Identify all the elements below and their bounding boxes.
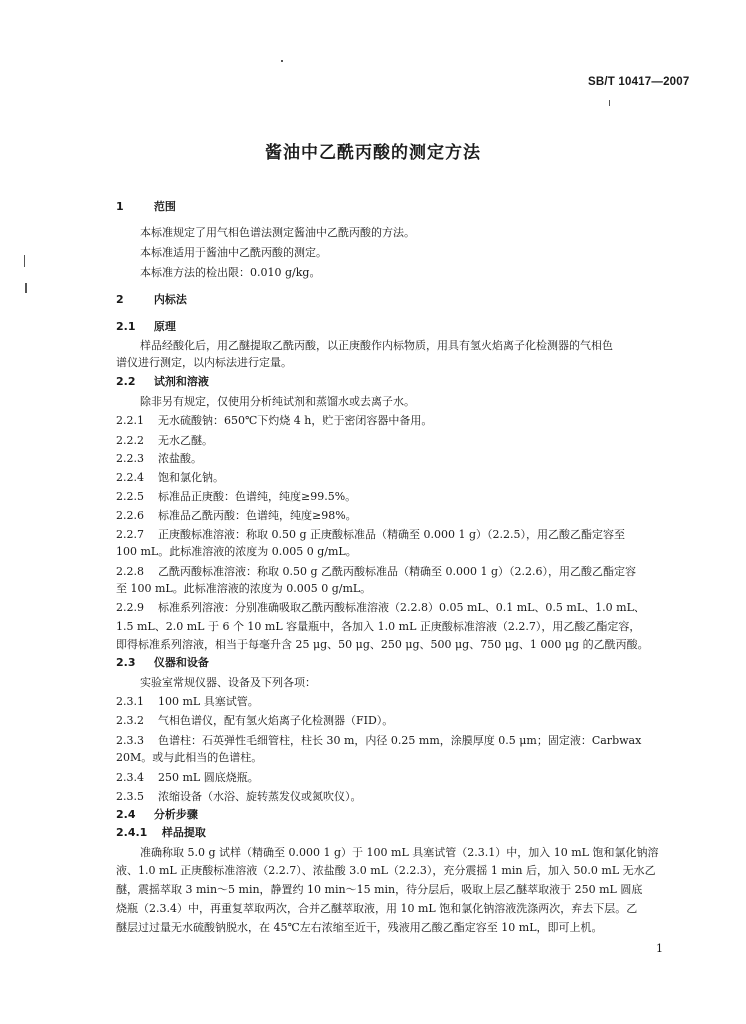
page-number: 1 <box>656 942 663 955</box>
scan-mark <box>24 255 25 267</box>
item-number: 2.2.3 <box>116 452 144 465</box>
section-number: 2.1 <box>116 320 136 333</box>
section-number: 2.4.1 <box>116 826 148 839</box>
section-title: 范围 <box>153 200 176 213</box>
item-number: 2.2.4 <box>116 471 144 484</box>
list-item-2-2-1 <box>116 414 432 428</box>
item-text: 标准品乙酰丙酸：色谱纯，纯度≥98%。 <box>158 509 357 522</box>
item-text: 气相色谱仪，配有氢火焰离子化检测器（FID）。 <box>158 714 394 727</box>
list-item-2-2-8 <box>116 565 636 579</box>
page-title: 酱油中乙酰丙酸的测定方法 <box>265 143 481 163</box>
item-text: 正庚酸标准溶液：称取 0.50 g 正庚酸标准品（精确至 0.000 1 g）（2.2.5），用乙酸乙酯定容至 <box>158 528 626 541</box>
item-number: 2.3.3 <box>116 734 144 747</box>
item-text: 标准系列溶液：分别准确吸取乙酰丙酸标准溶液（2.2.8）0.05 mL、0.1 mL、0.5 mL、1.0 mL、 <box>158 601 645 614</box>
paragraph: 醚层过过量无水硫酸钠脱水，在 45℃左右浓缩至近干，残液用乙酸乙酯定容至 10 mL，即可上机。 <box>116 921 603 934</box>
list-item-2-3-1 <box>116 695 259 709</box>
item-number: 2.2.6 <box>116 509 144 522</box>
item-text: 浓缩设备（水浴、旋转蒸发仪或氮吹仪）。 <box>158 790 362 803</box>
section-number: 2.2 <box>116 375 136 388</box>
scan-mark <box>281 60 283 62</box>
list-item-2-2-7 <box>116 528 625 542</box>
item-number: 2.2.8 <box>116 565 144 578</box>
item-number: 2.3.4 <box>116 771 144 784</box>
section-heading-2-4 <box>116 808 198 822</box>
list-item-2-2-9 <box>116 601 645 615</box>
paragraph: 20M。或与此相当的色谱柱。 <box>116 751 263 764</box>
paragraph: 即得标准系列溶液，相当于每毫升含 25 μg、50 μg、250 μg、500 μg、750 μg、1 000 μg 的乙酰丙酸。 <box>116 638 649 651</box>
list-item-2-3-4 <box>116 771 259 785</box>
paragraph: 至 100 mL。此标准溶液的浓度为 0.005 0 g/mL。 <box>116 582 372 595</box>
item-number: 2.2.2 <box>116 434 144 447</box>
item-text: 饱和氯化钠。 <box>158 471 224 484</box>
section-title: 分析步骤 <box>153 808 198 821</box>
list-item-2-3-5 <box>116 790 362 804</box>
paragraph: 本标准规定了用气相色谱法测定酱油中乙酰丙酸的方法。 <box>140 226 415 239</box>
paragraph: 除非另有规定，仅使用分析纯试剂和蒸馏水或去离子水。 <box>140 395 415 408</box>
section-heading-2 <box>116 293 187 307</box>
section-number: 1 <box>116 200 124 213</box>
item-number: 2.2.9 <box>116 601 144 614</box>
item-number: 2.2.5 <box>116 490 144 503</box>
item-number: 2.3.1 <box>116 695 144 708</box>
section-heading-2-2 <box>116 375 209 389</box>
item-number: 2.2.1 <box>116 414 144 427</box>
section-number: 2 <box>116 293 124 306</box>
paragraph: 液、1.0 mL 正庚酸标准溶液（2.2.7）、浓盐酸 3.0 mL（2.2.3），充分震摇 1 min 后，加入 50.0 mL 无水乙 <box>116 864 656 877</box>
section-title: 试剂和溶液 <box>153 375 209 388</box>
scan-mark <box>25 283 27 293</box>
paragraph: 1.5 mL、2.0 mL 于 6 个 10 mL 容量瓶中，各加入 1.0 mL 正庚酸标准溶液（2.2.7），用乙酸乙酯定容， <box>116 620 641 633</box>
item-text: 色谱柱：石英弹性毛细管柱，柱长 30 m，内径 0.25 mm，涂膜厚度 0.5 μm；固定液：Carbwax <box>158 734 642 747</box>
scan-mark <box>609 100 610 106</box>
list-item-2-2-2 <box>116 434 213 448</box>
paragraph: 谱仪进行测定，以内标法进行定量。 <box>116 356 292 369</box>
item-text: 无水硫酸钠：650℃下灼烧 4 h，贮于密闭容器中备用。 <box>158 414 433 427</box>
list-item-2-2-6 <box>116 509 357 523</box>
section-title: 样品提取 <box>161 826 206 839</box>
standard-number: SB/T 10417—2007 <box>588 76 690 88</box>
paragraph: 100 mL。此标准溶液的浓度为 0.005 0 g/mL。 <box>116 545 357 558</box>
item-text: 标准品正庚酸：色谱纯，纯度≥99.5%。 <box>158 490 357 503</box>
item-text: 浓盐酸。 <box>158 452 202 465</box>
paragraph: 样品经酸化后，用乙醚提取乙酰丙酸，以正庚酸作内标物质，用具有氢火焰离子化检测器的气相色 <box>140 339 613 352</box>
list-item-2-2-4 <box>116 471 224 485</box>
paragraph: 醚，震摇萃取 3 min～5 min，静置约 10 min～15 min，待分层后，吸取上层乙醚萃取液于 250 mL 圆底 <box>116 883 643 896</box>
item-text: 无水乙醚。 <box>158 434 213 447</box>
item-number: 2.2.7 <box>116 528 144 541</box>
section-number: 2.3 <box>116 656 136 669</box>
section-title: 内标法 <box>153 293 187 306</box>
section-heading-2-3 <box>116 656 209 670</box>
section-heading-2-1 <box>116 320 176 334</box>
paragraph: 准确称取 5.0 g 试样（精确至 0.000 1 g）于 100 mL 具塞试管（2.3.1）中，加入 10 mL 饱和氯化钠溶 <box>140 846 659 859</box>
list-item-2-2-5 <box>116 490 356 504</box>
item-number: 2.3.5 <box>116 790 144 803</box>
item-text: 250 mL 圆底烧瓶。 <box>158 771 259 784</box>
list-item-2-2-3 <box>116 452 202 466</box>
section-title: 仪器和设备 <box>153 656 209 669</box>
paragraph: 本标准适用于酱油中乙酰丙酸的测定。 <box>140 246 327 259</box>
item-text: 乙酰丙酸标准溶液：称取 0.50 g 乙酰丙酸标准品（精确至 0.000 1 g）（2.2.6），用乙酸乙酯定容 <box>158 565 637 578</box>
item-number: 2.3.2 <box>116 714 144 727</box>
section-heading-2-4-1 <box>116 826 206 840</box>
section-heading-1 <box>116 200 176 214</box>
list-item-2-3-2 <box>116 714 393 728</box>
paragraph: 烧瓶（2.3.4）中，再重复萃取两次，合并乙醚萃取液，用 10 mL 饱和氯化钠溶液洗涤两次，弃去下层。乙 <box>116 902 638 915</box>
paragraph: 本标准方法的检出限：0.010 g/kg。 <box>140 266 321 279</box>
list-item-2-3-3 <box>116 734 641 748</box>
item-text: 100 mL 具塞试管。 <box>158 695 259 708</box>
section-title: 原理 <box>153 320 176 333</box>
paragraph: 实验室常规仪器、设备及下列各项： <box>140 676 316 689</box>
section-number: 2.4 <box>116 808 136 821</box>
